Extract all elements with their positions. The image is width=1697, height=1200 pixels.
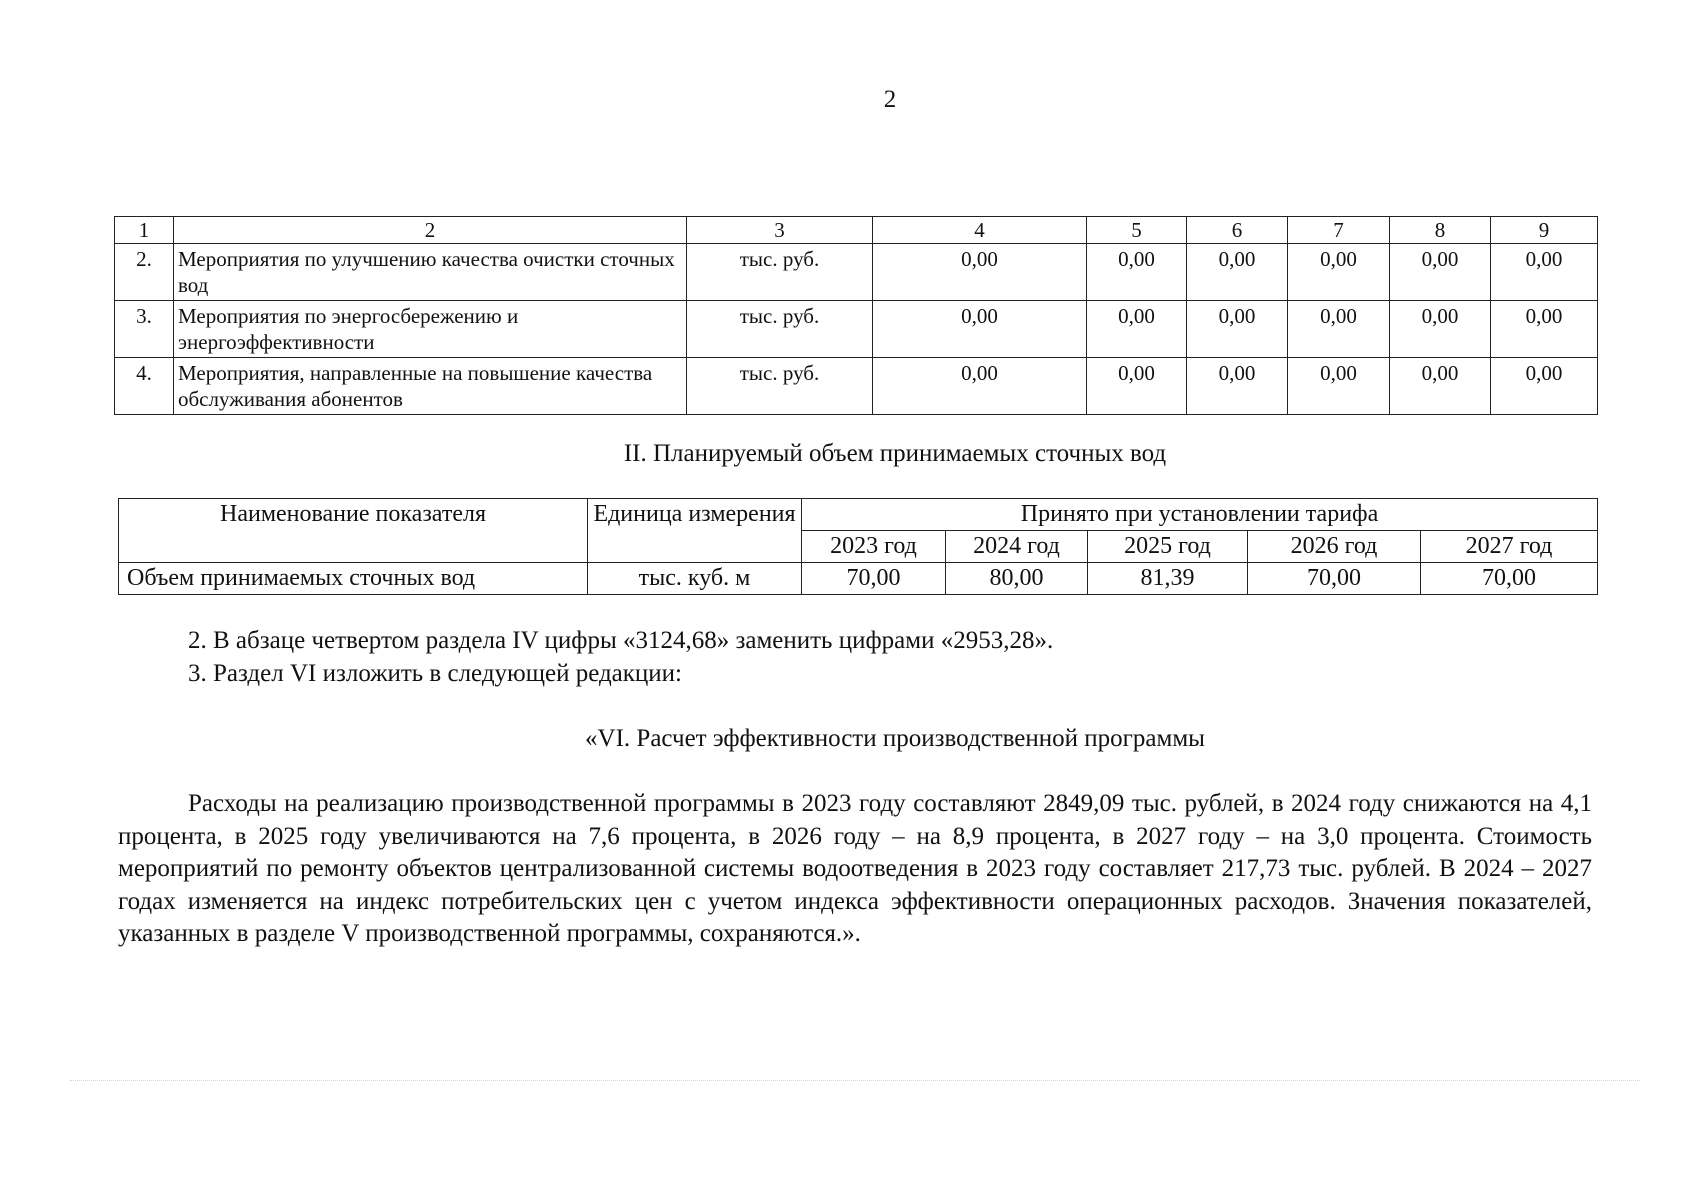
row-value: 0,00	[873, 244, 1087, 301]
section6-heading: «VI. Расчет эффективности производственной программы	[585, 725, 1205, 752]
table-header-row	[115, 217, 1598, 244]
header-year: 2025 год	[1088, 531, 1248, 563]
table-row	[115, 301, 1598, 358]
row-value: 0,00	[873, 358, 1087, 415]
row-value: 0,00	[1288, 301, 1390, 358]
table-row	[119, 563, 1598, 595]
measures-table	[114, 216, 1598, 415]
row-name: Мероприятия по улучшению качества очистки сточных вод	[174, 244, 687, 301]
row-unit: тыс. руб.	[687, 244, 873, 301]
scan-artifact-line	[70, 1080, 1640, 1081]
row-unit: тыс. руб.	[687, 358, 873, 415]
header-indicator-name: Наименование показателя	[119, 499, 588, 563]
row-value: 0,00	[1288, 244, 1390, 301]
header-cell: 8	[1390, 217, 1491, 244]
header-cell: 1	[115, 217, 174, 244]
header-cell: 5	[1087, 217, 1187, 244]
row-value: 0,00	[1187, 358, 1288, 415]
body-paragraph: Расходы на реализацию производственной программы в 2023 году составляют 2849,09 тыс. рублей, в 2024 году снижаются на 4,1 процента, в 2025 году увеличиваются на 7,6 процента, в 2026 году – на 8,9 процента, в 2027 году – на 3,0 процента. Стоимость мероприятий по ремонту объектов централизованной системы водоотведения в 2023 году составляет 217,73 тыс. рублей. В 2024 – 2027 годах изменяется на индекс потребительских цен с учетом индекса эффективности операционных расходов. Значения показателей, указанных в разделе V производственной программы, сохраняются.».	[118, 790, 1592, 947]
header-cell: 3	[687, 217, 873, 244]
paragraph-item-3: 3. Раздел VI изложить в следующей редакции:	[188, 660, 683, 687]
header-unit: Единица измерения	[588, 499, 802, 563]
header-year: 2027 год	[1421, 531, 1598, 563]
table-row	[115, 358, 1598, 415]
page-number: 2	[883, 86, 897, 113]
row-value: 0,00	[873, 301, 1087, 358]
row-number: 2.	[115, 244, 174, 301]
header-cell: 4	[873, 217, 1087, 244]
header-cell: 6	[1187, 217, 1288, 244]
row-value: 0,00	[1491, 358, 1598, 415]
header-cell: 7	[1288, 217, 1390, 244]
row-value: 0,00	[1087, 244, 1187, 301]
row-number: 4.	[115, 358, 174, 415]
row-name: Объем принимаемых сточных вод	[119, 563, 588, 595]
header-cell: 9	[1491, 217, 1598, 244]
row-value: 70,00	[1421, 563, 1598, 595]
row-value: 0,00	[1491, 301, 1598, 358]
row-name: Мероприятия по энергосбережению и энергоэффективности	[174, 301, 687, 358]
row-value: 70,00	[1248, 563, 1421, 595]
row-value: 0,00	[1491, 244, 1598, 301]
table-row	[115, 244, 1598, 301]
wastewater-volume-table	[118, 498, 1598, 595]
row-unit: тыс. куб. м	[588, 563, 802, 595]
row-value: 0,00	[1390, 244, 1491, 301]
row-value: 0,00	[1390, 358, 1491, 415]
paragraph-item-2: 2. В абзаце четвертом раздела IV цифры «3124,68» заменить цифрами «2953,28».	[188, 627, 1054, 654]
row-value: 0,00	[1087, 358, 1187, 415]
row-value: 0,00	[1087, 301, 1187, 358]
row-value: 80,00	[946, 563, 1088, 595]
row-value: 0,00	[1390, 301, 1491, 358]
header-tariff-group: Принято при установлении тарифа	[802, 499, 1598, 531]
row-value: 0,00	[1187, 244, 1288, 301]
section2-heading: II. Планируемый объем принимаемых сточных вод	[623, 440, 1167, 467]
header-year: 2023 год	[802, 531, 946, 563]
row-unit: тыс. руб.	[687, 301, 873, 358]
row-number: 3.	[115, 301, 174, 358]
header-year: 2026 год	[1248, 531, 1421, 563]
row-value: 0,00	[1288, 358, 1390, 415]
row-value: 70,00	[802, 563, 946, 595]
table-header-row	[119, 499, 1598, 531]
row-name: Мероприятия, направленные на повышение качества обслуживания абонентов	[174, 358, 687, 415]
header-cell: 2	[174, 217, 687, 244]
header-year: 2024 год	[946, 531, 1088, 563]
row-value: 81,39	[1088, 563, 1248, 595]
row-value: 0,00	[1187, 301, 1288, 358]
